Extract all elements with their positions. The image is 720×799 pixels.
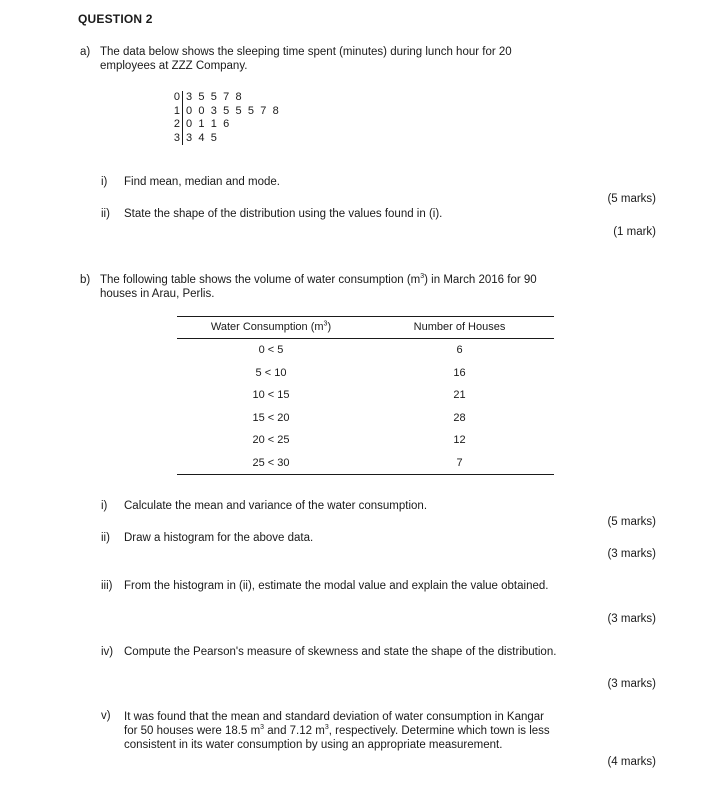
q5-line2-b: and 7.12 m [264,725,325,737]
stem-value: 0 [170,91,183,105]
part-b-q4-number: iv) [101,646,114,658]
part-b-q1-text: Calculate the mean and variance of the water consumption. [124,500,428,512]
cell-range: 5 < 10 [255,366,287,379]
cell-range: 25 < 30 [252,456,290,469]
part-b-intro-line2: houses in Arau, Perlis. [100,288,215,300]
part-a-intro-line1: The data below shows the sleeping time spent (minutes) during lunch hour for 20 [100,46,512,58]
cell-range: 0 < 5 [258,344,284,357]
part-b-q2-number: ii) [101,532,110,544]
part-b-q5-line3: consistent in its water consumption by using an appropriate measurement. [124,739,503,751]
stem-leaf-row [170,118,280,132]
part-b-q3-number: iii) [101,580,113,592]
part-b-q5-line2 [124,724,550,738]
leaf-values: 3 5 5 7 8 [186,91,244,103]
stem-leaf-row [170,91,280,105]
stem-value: 2 [170,118,183,132]
q5-line2-a: for 50 houses were 18.5 m [124,725,261,737]
cell-range: 20 < 25 [252,434,290,447]
part-a-q1-text: Find mean, median and mode. [124,176,280,188]
part-b-intro-line1 [100,273,537,287]
table-row [177,339,554,362]
q5-line2-sup1: 3 [260,724,265,732]
stem-leaf-plot [170,91,280,145]
part-b-q5-line1: It was found that the mean and standard deviation of water consumption in Kangar [124,711,545,723]
stem-leaf-row [170,105,280,119]
cell-count: 21 [453,389,466,402]
part-a-q2-marks: (1 mark) [613,226,656,238]
part-a-q1-number: i) [101,176,108,188]
part-b-q5-marks: (4 marks) [607,756,656,768]
header-number-of-houses: Number of Houses [413,321,506,333]
part-b-q2-marks: (3 marks) [607,548,656,560]
table-row [177,384,554,407]
part-b-q2-text: Draw a histogram for the above data. [124,532,314,544]
q5-line2-sup2: 3 [324,724,329,732]
part-a-intro-line2: employees at ZZZ Company. [100,60,248,72]
header-col1-sup: 3 [323,320,328,328]
cell-count: 7 [456,456,463,469]
leaf-values: 0 1 1 6 [186,118,231,130]
part-b-q4-marks: (3 marks) [607,678,656,690]
part-b-q3-marks: (3 marks) [607,613,656,625]
table-row [177,407,554,430]
part-a-q2-text: State the shape of the distribution using the values found in (i). [124,208,443,220]
stem-value: 3 [170,132,183,146]
leaf-values: 3 4 5 [186,131,219,144]
stem-value: 1 [170,105,183,119]
part-b-q3-text: From the histogram in (ii), estimate the modal value and explain the value obtained. [124,580,549,592]
header-col1-text: Water Consumption (m [210,321,324,333]
part-b-q4-text: Compute the Pearson's measure of skewness and state the shape of the distribution. [124,646,557,658]
table-header-row [177,317,554,339]
part-b-intro-sup: 3 [420,273,425,281]
part-b-intro-text-b: ) in March 2016 for 90 [424,274,537,286]
cell-range: 15 < 20 [252,411,290,424]
cell-count: 12 [453,434,466,447]
part-b-label: b) [80,274,91,286]
part-b-q1-marks: (5 marks) [607,516,656,528]
water-consumption-table [177,316,554,475]
part-a-q1-marks: (5 marks) [607,193,656,205]
question-title: QUESTION 2 [78,12,153,26]
part-b-intro-text-a: The following table shows the volume of water consumption (m [100,274,421,286]
part-a-label: a) [80,46,91,58]
part-b-q1-number: i) [101,500,108,512]
leaf-values: 0 0 3 5 5 5 7 8 [186,104,281,117]
q5-line2-c: , respectively. Determine which town is less [328,725,550,737]
header-water-consumption [177,317,365,339]
cell-count: 28 [453,411,466,424]
table-row [177,429,554,452]
stem-leaf-row [170,132,280,146]
cell-count: 16 [453,366,466,379]
cell-count: 6 [456,344,463,357]
part-b-q5-number: v) [101,710,111,722]
cell-range: 10 < 15 [252,389,290,402]
table-row [177,452,554,475]
table-row [177,362,554,385]
header-col1-close: ) [327,321,332,333]
part-a-q2-number: ii) [101,208,110,220]
